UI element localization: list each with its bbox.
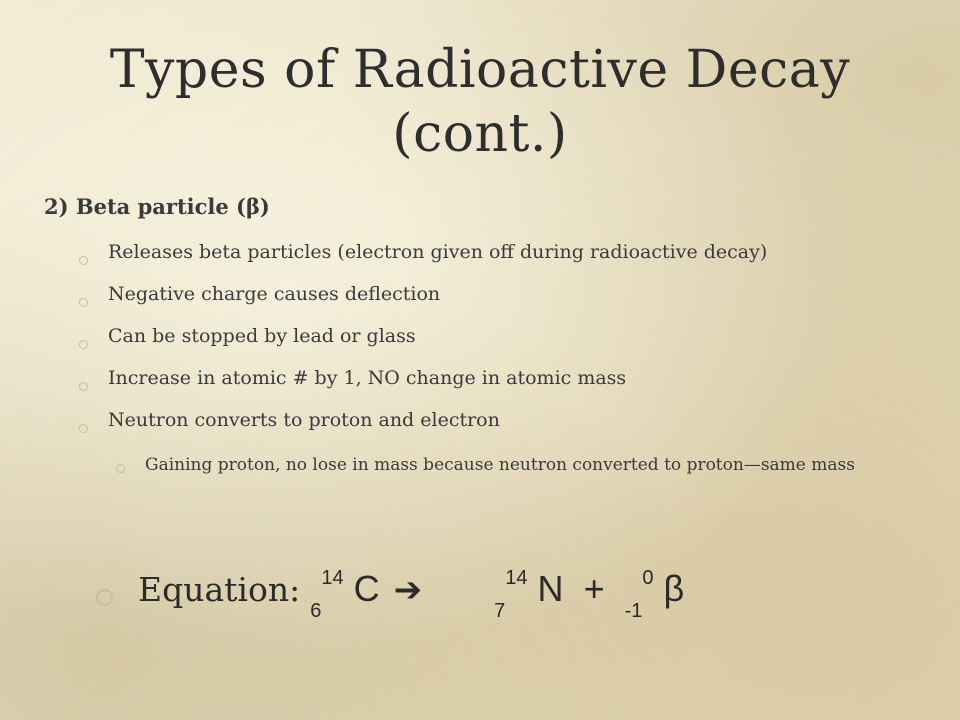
- reactant-symbol: C: [353, 568, 380, 609]
- product-mass-number: 14: [505, 567, 528, 589]
- beta-symbol: β: [663, 568, 685, 609]
- sub-bullet-ring-icon: [116, 464, 125, 473]
- beta-mass-number: 0: [642, 567, 654, 589]
- equation-ring-icon: [96, 589, 113, 606]
- bullet-ring-icon: [79, 298, 88, 307]
- bullet-ring-icon: [79, 382, 88, 391]
- reactant-atomic-number: 6: [310, 600, 322, 623]
- title-line-1: Types of Radioactive Decay: [109, 40, 851, 100]
- bullet-item: Can be stopped by lead or glass: [108, 325, 416, 347]
- title-line-2: (cont.): [392, 104, 568, 164]
- bullet-ring-icon: [79, 424, 88, 433]
- equation-label: Equation:: [138, 570, 301, 609]
- bullet-item: Negative charge causes deflection: [108, 283, 441, 305]
- equation: [138, 567, 685, 623]
- section-heading: 2) Beta particle (β): [44, 194, 270, 219]
- reactant-mass-number: 14: [321, 567, 344, 589]
- sub-bullet-item: Gaining proton, no lose in mass because neutron converted to proton—same mass: [145, 455, 855, 475]
- bullet-ring-icon: [79, 340, 88, 349]
- bullet-ring-icon: [79, 256, 88, 265]
- right-arrow-icon: ➔: [393, 571, 423, 609]
- bullet-item: Neutron converts to proton and electron: [108, 409, 500, 431]
- product-atomic-number: 7: [494, 600, 506, 623]
- bullet-item: Releases beta particles (electron given off during radioactive decay): [108, 241, 768, 263]
- slide-title: [80, 38, 880, 166]
- product-symbol: N: [537, 568, 564, 609]
- bullet-item: Increase in atomic # by 1, NO change in atomic mass: [108, 367, 627, 389]
- beta-atomic-number: -1: [624, 600, 643, 623]
- plus-sign: +: [583, 568, 605, 609]
